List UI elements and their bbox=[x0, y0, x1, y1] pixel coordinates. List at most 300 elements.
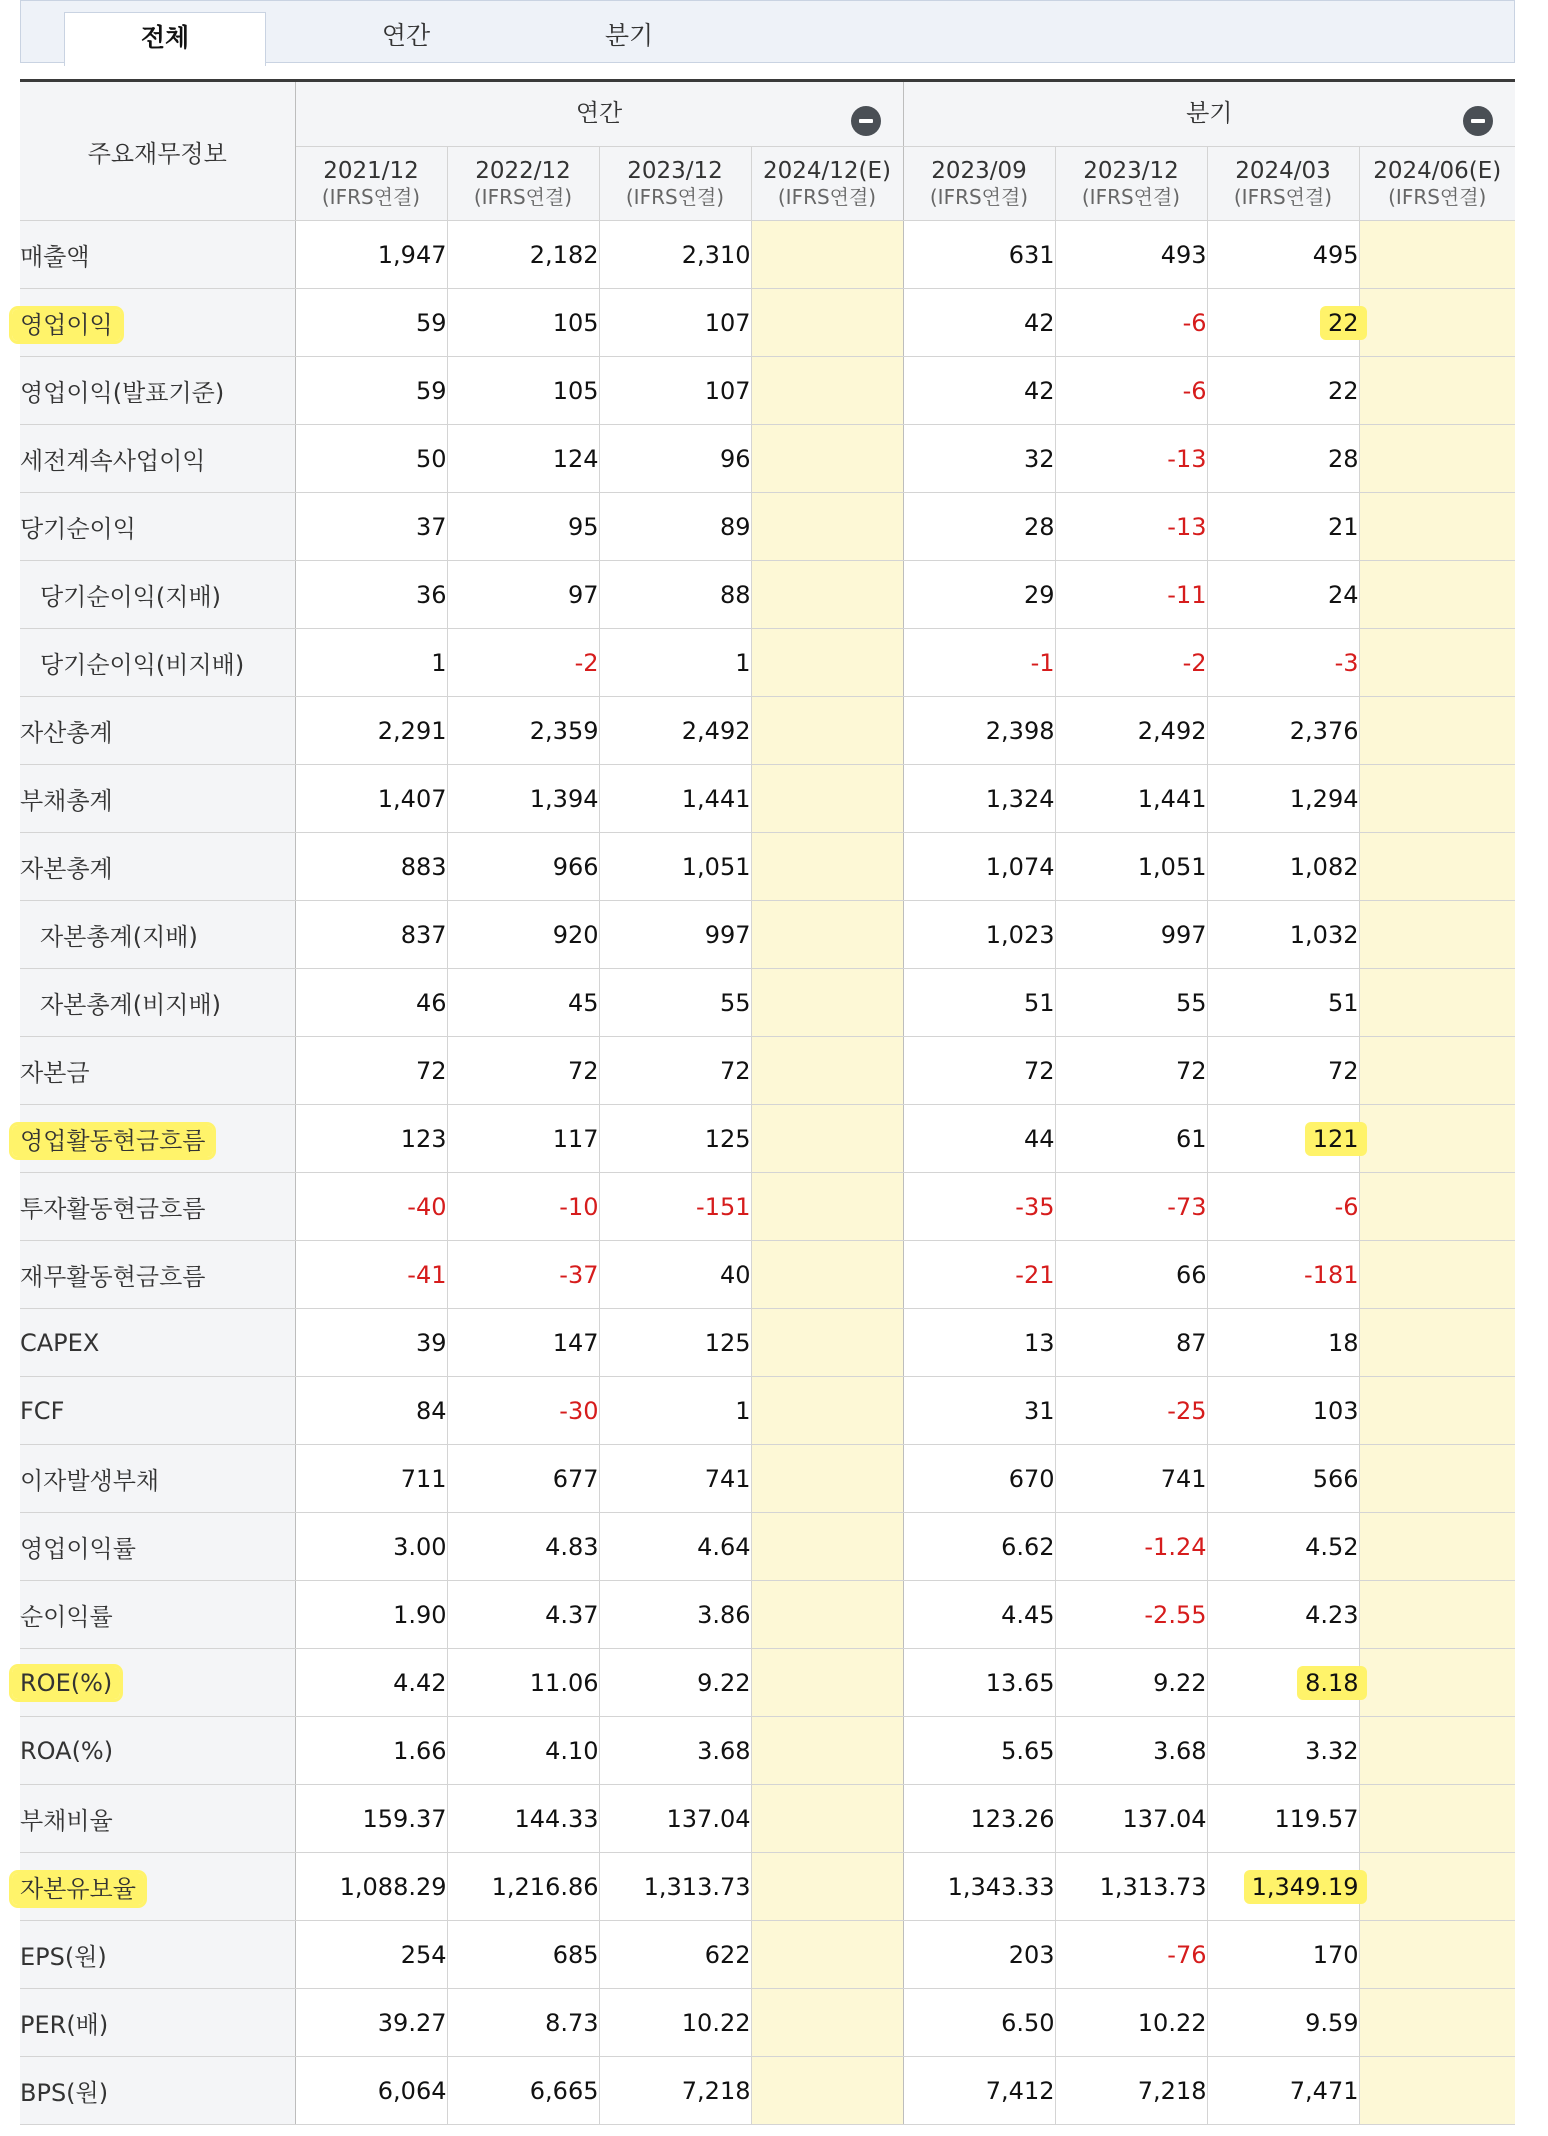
cell-value: -2 bbox=[1182, 648, 1207, 677]
cell-value: 1,082 bbox=[1289, 852, 1359, 881]
cell-value: 997 bbox=[704, 920, 751, 949]
value-cell bbox=[599, 1989, 751, 2057]
period-header bbox=[1055, 147, 1207, 221]
value-cell bbox=[903, 1037, 1055, 1105]
cell-value: 10.22 bbox=[681, 2008, 751, 2037]
value-cell bbox=[447, 2057, 599, 2125]
period-header bbox=[295, 147, 447, 221]
cell-value: 9.59 bbox=[1305, 2008, 1359, 2037]
row-label bbox=[20, 425, 295, 493]
value-cell bbox=[295, 1513, 447, 1581]
value-cell bbox=[1359, 1581, 1515, 1649]
value-cell bbox=[295, 1241, 447, 1309]
cell-value: 39.27 bbox=[377, 2008, 447, 2037]
value-cell bbox=[1207, 1513, 1359, 1581]
row-label bbox=[20, 833, 295, 901]
value-cell bbox=[1055, 561, 1207, 629]
value-cell bbox=[599, 1105, 751, 1173]
cell-value: 170 bbox=[1312, 1940, 1359, 1969]
value-cell bbox=[447, 1105, 599, 1173]
row-label-text: BPS(원) bbox=[20, 2079, 109, 2107]
cell-value: 37 bbox=[415, 512, 447, 541]
value-cell bbox=[751, 1717, 903, 1785]
value-cell bbox=[1207, 1037, 1359, 1105]
value-cell bbox=[1207, 765, 1359, 833]
value-cell bbox=[295, 1989, 447, 2057]
period-basis: (IFRS연결) bbox=[1081, 185, 1181, 210]
cell-value: 55 bbox=[719, 988, 751, 1017]
value-cell bbox=[903, 1717, 1055, 1785]
table-row bbox=[20, 357, 1515, 425]
value-cell bbox=[751, 357, 903, 425]
value-cell bbox=[903, 901, 1055, 969]
value-cell bbox=[295, 1785, 447, 1853]
value-cell bbox=[1207, 1921, 1359, 1989]
period-basis: (IFRS연결) bbox=[777, 185, 877, 210]
row-label-text: 당기순이익(비지배) bbox=[40, 651, 245, 679]
value-cell bbox=[295, 1105, 447, 1173]
cell-value: 72 bbox=[567, 1056, 599, 1085]
cell-value: 1.66 bbox=[393, 1736, 447, 1765]
value-cell bbox=[295, 1921, 447, 1989]
value-cell bbox=[751, 901, 903, 969]
tab-annual[interactable]: 연간 bbox=[381, 21, 431, 50]
cell-value: 4.64 bbox=[697, 1532, 751, 1561]
value-cell bbox=[447, 901, 599, 969]
value-cell bbox=[751, 289, 903, 357]
value-cell bbox=[1359, 901, 1515, 969]
table-row bbox=[20, 289, 1515, 357]
cell-value: 107 bbox=[704, 376, 751, 405]
value-cell bbox=[1359, 289, 1515, 357]
table-row bbox=[20, 1309, 1515, 1377]
value-cell bbox=[1359, 1921, 1515, 1989]
value-cell bbox=[295, 1649, 447, 1717]
value-cell bbox=[599, 561, 751, 629]
value-cell bbox=[903, 969, 1055, 1037]
value-cell bbox=[295, 969, 447, 1037]
table-row bbox=[20, 1037, 1515, 1105]
value-cell bbox=[1207, 697, 1359, 765]
value-cell bbox=[1055, 1513, 1207, 1581]
value-cell bbox=[1055, 1581, 1207, 1649]
cell-value: 4.52 bbox=[1305, 1532, 1359, 1561]
value-cell bbox=[447, 697, 599, 765]
value-cell bbox=[1359, 357, 1515, 425]
row-label bbox=[20, 493, 295, 561]
value-cell bbox=[1359, 1989, 1515, 2057]
value-cell bbox=[447, 1853, 599, 1921]
value-cell bbox=[903, 2057, 1055, 2125]
cell-value: 622 bbox=[704, 1940, 751, 1969]
row-label bbox=[20, 1581, 295, 1649]
value-cell bbox=[1207, 1241, 1359, 1309]
value-cell bbox=[599, 357, 751, 425]
row-label bbox=[20, 969, 295, 1037]
value-cell bbox=[751, 1853, 903, 1921]
value-cell bbox=[1207, 561, 1359, 629]
cell-value: 1,947 bbox=[377, 240, 447, 269]
table-row bbox=[20, 765, 1515, 833]
value-cell bbox=[447, 1581, 599, 1649]
value-cell bbox=[751, 629, 903, 697]
row-label-text: 영업이익 bbox=[12, 309, 121, 341]
value-cell bbox=[295, 901, 447, 969]
value-cell bbox=[599, 1309, 751, 1377]
cell-value: 1 bbox=[735, 1396, 751, 1425]
cell-value: 4.83 bbox=[545, 1532, 599, 1561]
cell-value: -6 bbox=[1182, 308, 1207, 337]
cell-value: 97 bbox=[567, 580, 599, 609]
cell-value: 40 bbox=[719, 1260, 751, 1289]
cell-value: 2,291 bbox=[377, 716, 447, 745]
cell-value: 105 bbox=[552, 376, 599, 405]
cell-value: 45 bbox=[567, 988, 599, 1017]
value-cell bbox=[1359, 1513, 1515, 1581]
row-label-text: 당기순이익(지배) bbox=[40, 583, 222, 611]
value-cell bbox=[447, 221, 599, 289]
row-label-text: FCF bbox=[20, 1396, 65, 1425]
value-cell bbox=[1359, 1445, 1515, 1513]
value-cell bbox=[295, 1853, 447, 1921]
row-label-text: 영업이익률 bbox=[20, 1535, 136, 1563]
period-basis: (IFRS연결) bbox=[625, 185, 725, 210]
cell-value: -73 bbox=[1167, 1192, 1207, 1221]
cell-value: 107 bbox=[704, 308, 751, 337]
value-cell bbox=[1207, 1717, 1359, 1785]
value-cell bbox=[1207, 1377, 1359, 1445]
cell-value: 6,064 bbox=[377, 2076, 447, 2105]
table-row bbox=[20, 1717, 1515, 1785]
value-cell bbox=[599, 1717, 751, 1785]
value-cell bbox=[447, 1921, 599, 1989]
period-header bbox=[903, 147, 1055, 221]
cell-value: -181 bbox=[1304, 1260, 1359, 1289]
value-cell bbox=[1359, 221, 1515, 289]
row-label-text: 이자발생부채 bbox=[20, 1467, 160, 1495]
cell-value: 7,471 bbox=[1289, 2076, 1359, 2105]
cell-value: 31 bbox=[1023, 1396, 1055, 1425]
value-cell bbox=[1359, 765, 1515, 833]
value-cell bbox=[447, 1649, 599, 1717]
value-cell bbox=[1055, 1105, 1207, 1173]
value-cell bbox=[903, 1581, 1055, 1649]
collapse-annual-icon[interactable] bbox=[851, 106, 881, 136]
value-cell bbox=[1055, 1649, 1207, 1717]
cell-value: 95 bbox=[567, 512, 599, 541]
cell-value: 1,441 bbox=[1137, 784, 1207, 813]
cell-value: 1,023 bbox=[985, 920, 1055, 949]
value-cell bbox=[751, 1581, 903, 1649]
period-date: 2023/09 bbox=[931, 157, 1027, 184]
row-label bbox=[20, 1921, 295, 1989]
cell-value: 203 bbox=[1008, 1940, 1055, 1969]
period-header bbox=[1359, 147, 1515, 221]
value-cell bbox=[295, 1581, 447, 1649]
value-cell bbox=[903, 1105, 1055, 1173]
row-label-text: PER(배) bbox=[20, 2011, 109, 2039]
cell-value: 39 bbox=[415, 1328, 447, 1357]
value-cell bbox=[751, 1785, 903, 1853]
value-cell bbox=[751, 697, 903, 765]
cell-value: 105 bbox=[552, 308, 599, 337]
value-cell bbox=[1207, 425, 1359, 493]
cell-value: 28 bbox=[1327, 444, 1359, 473]
value-cell bbox=[1359, 1105, 1515, 1173]
value-cell bbox=[599, 1377, 751, 1445]
value-cell bbox=[1207, 1649, 1359, 1717]
value-cell bbox=[1055, 1445, 1207, 1513]
cell-value: 96 bbox=[719, 444, 751, 473]
value-cell bbox=[1207, 1989, 1359, 2057]
table-row bbox=[20, 1853, 1515, 1921]
row-label-text: 자본총계 bbox=[20, 855, 113, 883]
period-header bbox=[599, 147, 751, 221]
cell-value: 8.18 bbox=[1297, 1666, 1366, 1700]
value-cell bbox=[1207, 629, 1359, 697]
cell-value: 4.37 bbox=[545, 1600, 599, 1629]
period-basis: (IFRS연결) bbox=[1388, 185, 1487, 210]
value-cell bbox=[903, 561, 1055, 629]
value-cell bbox=[295, 1445, 447, 1513]
value-cell bbox=[295, 1717, 447, 1785]
cell-value: 1,032 bbox=[1289, 920, 1359, 949]
value-cell bbox=[1055, 765, 1207, 833]
cell-value: 4.10 bbox=[545, 1736, 599, 1765]
cell-value: 121 bbox=[1305, 1122, 1367, 1156]
cell-value: 685 bbox=[552, 1940, 599, 1969]
row-label bbox=[20, 1309, 295, 1377]
table-row bbox=[20, 697, 1515, 765]
value-cell bbox=[1359, 697, 1515, 765]
cell-value: 103 bbox=[1312, 1396, 1359, 1425]
value-cell bbox=[295, 221, 447, 289]
value-cell bbox=[751, 1445, 903, 1513]
value-cell bbox=[599, 901, 751, 969]
value-cell bbox=[903, 629, 1055, 697]
cell-value: 1,051 bbox=[681, 852, 751, 881]
value-cell bbox=[1207, 833, 1359, 901]
cell-value: 741 bbox=[704, 1464, 751, 1493]
value-cell bbox=[1207, 493, 1359, 561]
cell-value: 5.65 bbox=[1001, 1736, 1055, 1765]
row-label bbox=[20, 1377, 295, 1445]
value-cell bbox=[903, 289, 1055, 357]
value-cell bbox=[1359, 493, 1515, 561]
value-cell bbox=[1359, 1649, 1515, 1717]
row-label-text: EPS(원) bbox=[20, 1943, 107, 1971]
row-label-text: 재무활동현금흐름 bbox=[20, 1263, 206, 1291]
value-cell bbox=[447, 1037, 599, 1105]
row-label bbox=[20, 1037, 295, 1105]
value-cell bbox=[751, 833, 903, 901]
value-cell bbox=[599, 2057, 751, 2125]
cell-value: 147 bbox=[552, 1328, 599, 1357]
cell-value: 1.90 bbox=[393, 1600, 447, 1629]
value-cell bbox=[903, 697, 1055, 765]
row-label bbox=[20, 1241, 295, 1309]
value-cell bbox=[1055, 1921, 1207, 1989]
value-cell bbox=[1359, 561, 1515, 629]
value-cell bbox=[1207, 1445, 1359, 1513]
value-cell bbox=[751, 221, 903, 289]
value-cell bbox=[903, 1921, 1055, 1989]
period-header bbox=[751, 147, 903, 221]
period-date: 2023/12 bbox=[1083, 157, 1179, 184]
value-cell bbox=[903, 1445, 1055, 1513]
value-cell bbox=[599, 1581, 751, 1649]
value-cell bbox=[751, 1037, 903, 1105]
cell-value: 124 bbox=[552, 444, 599, 473]
cell-value: 3.32 bbox=[1305, 1736, 1359, 1765]
period-basis: (IFRS연결) bbox=[929, 185, 1029, 210]
cell-value: 51 bbox=[1023, 988, 1055, 1017]
value-cell bbox=[1359, 1173, 1515, 1241]
table-row bbox=[20, 1105, 1515, 1173]
table-row bbox=[20, 425, 1515, 493]
value-cell bbox=[295, 1173, 447, 1241]
value-cell bbox=[1359, 1717, 1515, 1785]
table-row bbox=[20, 1649, 1515, 1717]
value-cell bbox=[903, 765, 1055, 833]
table-row bbox=[20, 1921, 1515, 1989]
value-cell bbox=[295, 2057, 447, 2125]
cell-value: -37 bbox=[559, 1260, 599, 1289]
value-cell bbox=[599, 221, 751, 289]
cell-value: 72 bbox=[1175, 1056, 1207, 1085]
value-cell bbox=[295, 561, 447, 629]
value-cell bbox=[295, 697, 447, 765]
cell-value: -6 bbox=[1334, 1192, 1359, 1221]
cell-value: 997 bbox=[1160, 920, 1207, 949]
value-cell bbox=[751, 1649, 903, 1717]
cell-value: 1,313.73 bbox=[1099, 1872, 1207, 1901]
cell-value: 144.33 bbox=[514, 1804, 599, 1833]
value-cell bbox=[295, 629, 447, 697]
value-cell bbox=[1207, 2057, 1359, 2125]
cell-value: -10 bbox=[559, 1192, 599, 1221]
value-cell bbox=[599, 697, 751, 765]
value-cell bbox=[751, 1309, 903, 1377]
tab-quarterly[interactable]: 분기 bbox=[604, 21, 654, 50]
value-cell bbox=[599, 969, 751, 1037]
table-row bbox=[20, 1377, 1515, 1445]
group-header-quarterly bbox=[903, 81, 1515, 147]
value-cell bbox=[599, 1241, 751, 1309]
row-label-text: 매출액 bbox=[20, 243, 90, 271]
cell-value: 11.06 bbox=[529, 1668, 599, 1697]
value-cell bbox=[903, 1649, 1055, 1717]
cell-value: -2 bbox=[574, 648, 599, 677]
cell-value: 13.65 bbox=[985, 1668, 1055, 1697]
value-cell bbox=[903, 1513, 1055, 1581]
row-label-text: ROA(%) bbox=[20, 1736, 114, 1765]
cell-value: 72 bbox=[1023, 1056, 1055, 1085]
value-cell bbox=[599, 1785, 751, 1853]
cell-value: 1 bbox=[431, 648, 447, 677]
value-cell bbox=[903, 833, 1055, 901]
cell-value: 119.57 bbox=[1274, 1804, 1359, 1833]
period-date: 2022/12 bbox=[475, 157, 571, 184]
cell-value: 10.22 bbox=[1137, 2008, 1207, 2037]
value-cell bbox=[599, 289, 751, 357]
value-cell bbox=[295, 493, 447, 561]
cell-value: 32 bbox=[1023, 444, 1055, 473]
value-cell bbox=[1359, 833, 1515, 901]
cell-value: 2,359 bbox=[529, 716, 599, 745]
value-cell bbox=[751, 425, 903, 493]
cell-value: 883 bbox=[400, 852, 447, 881]
value-cell bbox=[447, 1717, 599, 1785]
collapse-quarterly-icon[interactable] bbox=[1463, 106, 1493, 136]
value-cell bbox=[1055, 1717, 1207, 1785]
value-cell bbox=[447, 1445, 599, 1513]
row-label-text: 영업이익(발표기준) bbox=[20, 379, 225, 407]
row-label bbox=[20, 1649, 295, 1717]
cell-value: 7,218 bbox=[1137, 2076, 1207, 2105]
cell-value: 1,216.86 bbox=[491, 1872, 599, 1901]
table-row bbox=[20, 969, 1515, 1037]
value-cell bbox=[599, 1173, 751, 1241]
table-row bbox=[20, 1513, 1515, 1581]
value-cell bbox=[1055, 1173, 1207, 1241]
cell-value: 18 bbox=[1327, 1328, 1359, 1357]
cell-value: -6 bbox=[1182, 376, 1207, 405]
cell-value: 125 bbox=[704, 1328, 751, 1357]
row-label-text: 순이익률 bbox=[20, 1603, 113, 1631]
value-cell bbox=[1359, 425, 1515, 493]
value-cell bbox=[751, 1921, 903, 1989]
tab-all[interactable]: 전체 bbox=[64, 12, 266, 66]
cell-value: 3.86 bbox=[697, 1600, 751, 1629]
value-cell bbox=[751, 1241, 903, 1309]
row-label-text: 영업활동현금흐름 bbox=[12, 1125, 213, 1157]
group-title-quarterly: 분기 bbox=[1186, 98, 1233, 127]
table-row bbox=[20, 833, 1515, 901]
row-label bbox=[20, 1989, 295, 2057]
cell-value: 59 bbox=[415, 308, 447, 337]
cell-value: 28 bbox=[1023, 512, 1055, 541]
value-cell bbox=[599, 1853, 751, 1921]
value-cell bbox=[751, 765, 903, 833]
value-cell bbox=[599, 629, 751, 697]
row-label bbox=[20, 289, 295, 357]
cell-value: 22 bbox=[1327, 376, 1359, 405]
value-cell bbox=[599, 1445, 751, 1513]
value-cell bbox=[1055, 1853, 1207, 1921]
table-row bbox=[20, 561, 1515, 629]
row-label-text: 자산총계 bbox=[20, 719, 113, 747]
cell-value: 137.04 bbox=[666, 1804, 751, 1833]
row-label bbox=[20, 1717, 295, 1785]
table-row bbox=[20, 2057, 1515, 2125]
table-row bbox=[20, 493, 1515, 561]
cell-value: 50 bbox=[415, 444, 447, 473]
value-cell bbox=[903, 1173, 1055, 1241]
row-label-text: 자본총계(지배) bbox=[40, 923, 198, 951]
value-cell bbox=[447, 425, 599, 493]
value-cell bbox=[1055, 357, 1207, 425]
value-cell bbox=[1055, 969, 1207, 1037]
cell-value: 711 bbox=[400, 1464, 447, 1493]
value-cell bbox=[599, 425, 751, 493]
row-header-title: 주요재무정보 bbox=[20, 81, 295, 221]
period-basis: (IFRS연결) bbox=[321, 185, 421, 210]
cell-value: 9.22 bbox=[1153, 1668, 1207, 1697]
row-label bbox=[20, 901, 295, 969]
value-cell bbox=[1055, 493, 1207, 561]
value-cell bbox=[1207, 1853, 1359, 1921]
